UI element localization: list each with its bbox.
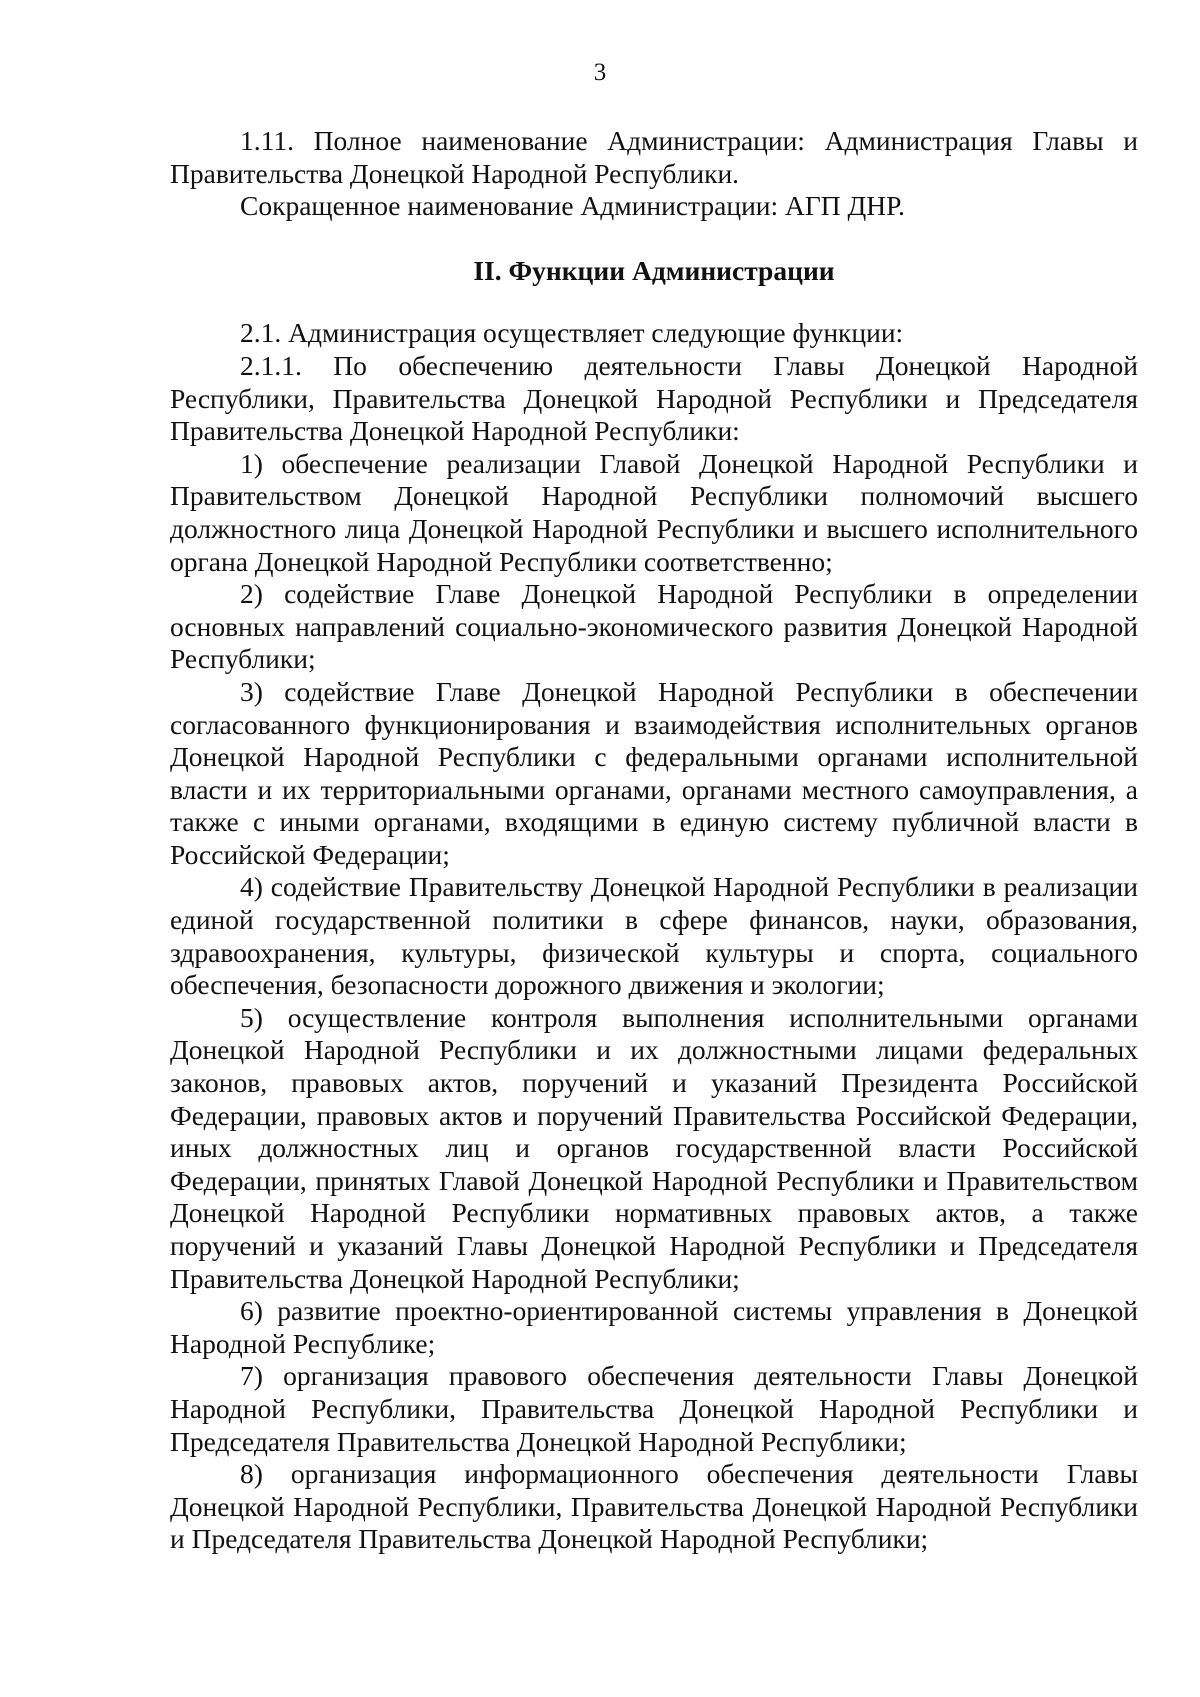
paragraph-full-name: 1.11. Полное наименование Администрации: Администрация Главы и Правительства Донецкой Народной Республики. (170, 125, 1138, 189)
paragraph-intro: 2.1. Администрация осуществляет следующие функции: (240, 317, 904, 349)
list-item: 4) содействие Правительству Донецкой Народной Республики в реализации единой государственной политики в сфере финансов, науки, образования, здравоохранения, культуры, физической культуры и спорта, социального обеспечения, безопасности дорожного движения и экологии; (170, 871, 1138, 1001)
list-item: 7) организация правового обеспечения деятельности Главы Донецкой Народной Республики, Правительства Донецкой Народной Республики и Председателя Правительства Донецкой Народной Республики; (170, 1360, 1138, 1457)
list-item: 8) организация информационного обеспечения деятельности Главы Донецкой Народной Республики, Правительства Донецкой Народной Республики и Председателя Правительства Донецкой Народной Республики; (170, 1458, 1138, 1555)
list-item: 1) обеспечение реализации Главой Донецкой Народной Республики и Правительством Донецкой Народной Республики полномочий высшего должностного лица Донецкой Народной Республики и высшего исполнительного органа Донецкой Народной Республики соответственно; (170, 447, 1138, 577)
paragraph-short-name: Сокращенное наименование Администрации: АГП ДНР. (240, 190, 905, 222)
page-number: 3 (593, 59, 607, 86)
section-heading: II. Функции Администрации (473, 254, 835, 286)
list-item: 3) содействие Главе Донецкой Народной Республики в обеспечении согласованного функционирования и взаимодействия исполнительных органов Донецкой Народной Республики с федеральными органами исполнительной власти и их территориальными органами, органами местного самоуправления, а также с иными органами, входящими в единую систему публичной власти в Российской Федерации; (170, 675, 1138, 870)
list-item: 2) содействие Главе Донецкой Народной Республики в определении основных направлений социально-экономического развития Донецкой Народной Республики; (170, 578, 1138, 675)
list-item: 5) осуществление контроля выполнения исполнительными органами Донецкой Народной Республики и их должностными лицами федеральных законов, правовых актов, поручений и указаний Президента Российской Федерации, правовых актов и поручений Правительства Российской Федерации, иных должностных лиц и органов государственной власти Российской Федерации, принятых Главой Донецкой Народной Республики и Правительством Донецкой Народной Республики нормативных правовых актов, а также поручений и указаний Главы Донецкой Народной Республики и Председателя Правительства Донецкой Народной Республики; (170, 1001, 1138, 1294)
document-body (170, 125, 1138, 1556)
paragraph-subsection: 2.1.1. По обеспечению деятельности Главы Донецкой Народной Республики, Правительства Донецкой Народной Республики и Председателя Правительства Донецкой Народной Республики: (170, 349, 1138, 447)
list-item: 6) развитие проектно-ориентированной системы управления в Донецкой Народной Республике; (170, 1295, 1138, 1359)
